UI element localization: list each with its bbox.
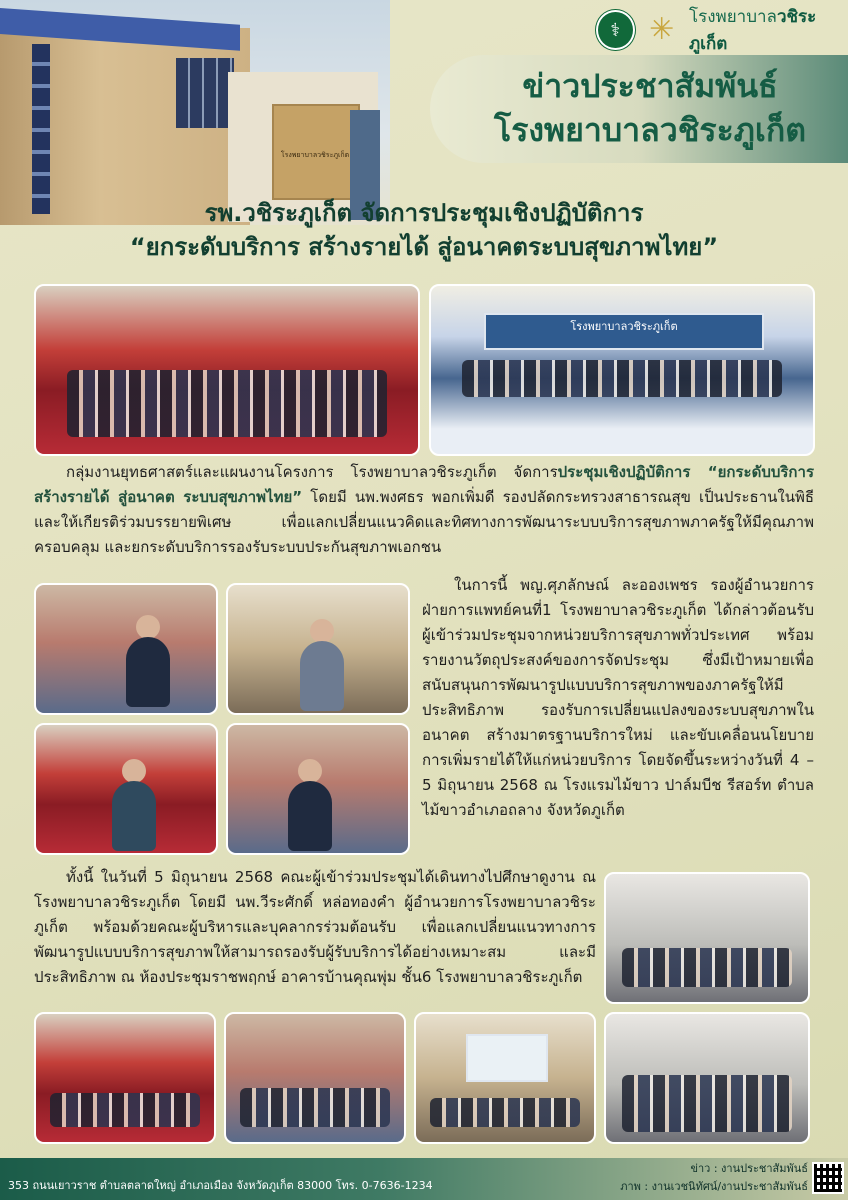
photo-speaker-4 bbox=[226, 723, 410, 855]
photo-person-head bbox=[136, 615, 160, 639]
photo-people bbox=[622, 1075, 792, 1131]
photo-people bbox=[50, 1093, 200, 1126]
headline-line-2: “ยกระดับบริการ สร้างรายได้ สู่อนาคตระบบสุขภาพไทย” bbox=[129, 233, 719, 261]
building-windows bbox=[32, 44, 50, 214]
building-windows bbox=[176, 58, 234, 128]
footer-address: 353 ถนนเยาวราช ตำบลตลาดใหญ่ อำเภอเมือง จังหวัดภูเก็ต 83000 โทร. 0-7636-1234 bbox=[8, 1179, 433, 1192]
photo-screen-text: โรงพยาบาลวชิระภูเก็ต bbox=[570, 319, 678, 333]
credit-photo: ภาพ : งานเวชนิทัศน์/งานประชาสัมพันธ์ bbox=[620, 1180, 808, 1193]
credit-news: ข่าว : งานประชาสัมพันธ์ bbox=[690, 1162, 808, 1175]
banner-line-2: โรงพยาบาลวชิระภูเก็ต bbox=[494, 111, 806, 149]
banner-line-1: ข่าวประชาสัมพันธ์ bbox=[522, 67, 778, 105]
photo-workshop-2 bbox=[224, 1012, 406, 1144]
photo-person-head bbox=[122, 759, 146, 783]
paragraph-1-start: กลุ่มงานยุทธศาสตร์และแผนงานโครงการ โรงพยาบาลวชิระภูเก็ต จัดการ bbox=[66, 463, 558, 481]
photo-person-head bbox=[310, 619, 334, 643]
paragraph-1-end: โดยมี นพ.พงศธร พอกเพิ่มดี รองปลัดกระทรวงสาธารณสุข เป็นประธานในพิธี และให้เกียรติร่วมบรรยายพิเศษ เพื่อแลกเปลี่ยนแนวคิดและทิศทางการพัฒนาระบบบริการสุขภาพภาครัฐให้มีคุณภาพ ครอบคลุม และยกระดับบริการรองรับระบบประกันสุขภาพเอกชน bbox=[34, 488, 814, 556]
hospital-logo-icon: ✳ bbox=[649, 12, 675, 47]
photo-people bbox=[462, 360, 783, 397]
photo-person bbox=[288, 781, 332, 851]
photo-people bbox=[622, 948, 792, 986]
hospital-name bbox=[689, 3, 848, 57]
photo-speaker-2 bbox=[226, 583, 410, 715]
photo-workshop-1 bbox=[34, 1012, 216, 1144]
photo-people bbox=[67, 370, 388, 437]
photo-workshop-3 bbox=[414, 1012, 596, 1144]
photo-person bbox=[126, 637, 170, 707]
photo-credit bbox=[620, 1160, 808, 1196]
photo-screen bbox=[466, 1034, 548, 1082]
paragraph-3: ทั้งนี้ ในวันที่ 5 มิถุนายน 2568 คณะผู้เข้าร่วมประชุมได้เดินทางไปศึกษาดูงาน ณ โรงพยาบาลวชิระภูเก็ต โดยมี นพ.วีระศักดิ์ หล่อทองคำ ผู้อำนวยการโรงพยาบาลวชิระภูเก็ต พร้อมด้วยคณะผู้บริหารและบุคลากรร่วมต้อนรับ เพื่อแลกเปลี่ยนแนวทางการพัฒนารูปแบบบริการสุขภาพให้สามารถรองรับผู้รับบริการได้อย่างเหมาะสม และมีประสิทธิภาพ ณ ห้องประชุมราชพฤกษ์ อาคารบ้านคุณพุ่ม ชั้น6 โรงพยาบาลวชิระภูเก็ต bbox=[34, 868, 596, 986]
headline bbox=[90, 196, 758, 264]
photo-speaker-1 bbox=[34, 583, 218, 715]
paragraph-2: ในการนี้ พญ.ศุภลักษณ์ ละอองเพชร รองผู้อำนวยการฝ่ายการแพทย์คนที่1 โรงพยาบาลวชิระภูเก็ต ได้กล่าวต้อนรับผู้เข้าร่วมประชุมจากหน่วยบริการสุขภาพทั่วประเทศ พร้อมรายงานวัตถุประสงค์ของการจัดประชุม ซึ่งมีเป้าหมายเพื่อสนับสนุนการพัฒนารูปแบบบริการสุขภาพของภาครัฐให้มีประสิทธิภาพ รองรับการเปลี่ยนแปลงของระบบสุขภาพในอนาคต สร้างมาตรฐานบริการใหม่ และขับเคลื่อนนโยบายการเพิ่มรายได้ให้แก่หน่วยบริการ โดยจัดขึ้นระหว่างวันที่ 4 – 5 มิถุนายน 2568 ณ โรงแรมไม้ขาว ปาล์มบีช รีสอร์ท ตำบลไม้ขาวอำเภอถลาง จังหวัดภูเก็ต bbox=[422, 576, 814, 819]
pr-banner-title bbox=[460, 64, 840, 152]
photo-group-stage bbox=[34, 284, 420, 456]
photo-person bbox=[112, 781, 156, 851]
hospital-name-prefix: โรงพยาบาล bbox=[688, 7, 777, 27]
photo-person bbox=[300, 641, 344, 711]
photo-speaker-3 bbox=[34, 723, 218, 855]
photo-hospital-tour bbox=[604, 1012, 810, 1144]
photo-screen bbox=[484, 313, 763, 351]
building-sign-text: โรงพยาบาลวชิระภูเก็ต bbox=[280, 151, 350, 159]
photo-people bbox=[430, 1098, 580, 1126]
hospital-building-photo bbox=[0, 0, 390, 225]
photo-people bbox=[240, 1088, 390, 1126]
ministry-logo-icon: ⚕ bbox=[596, 10, 635, 50]
photo-person-head bbox=[298, 759, 322, 783]
headline-line-1: รพ.วชิระภูเก็ต จัดการประชุมเชิงปฏิบัติการ bbox=[204, 199, 644, 227]
photo-group-meeting-room bbox=[429, 284, 815, 456]
qr-code-icon[interactable] bbox=[812, 1162, 844, 1194]
hospital-name-bold: วชิระภูเก็ต bbox=[688, 7, 817, 54]
paragraph-1-bold: ประชุมเชิงปฏิบัติการ “ยกระดับบริการ สร้างรายได้ สู่อนาคต ระบบสุขภาพไทย” bbox=[34, 463, 814, 506]
photo-study-visit-meeting bbox=[604, 872, 810, 1004]
logo-group bbox=[596, 7, 848, 54]
paragraph-1 bbox=[34, 460, 814, 560]
